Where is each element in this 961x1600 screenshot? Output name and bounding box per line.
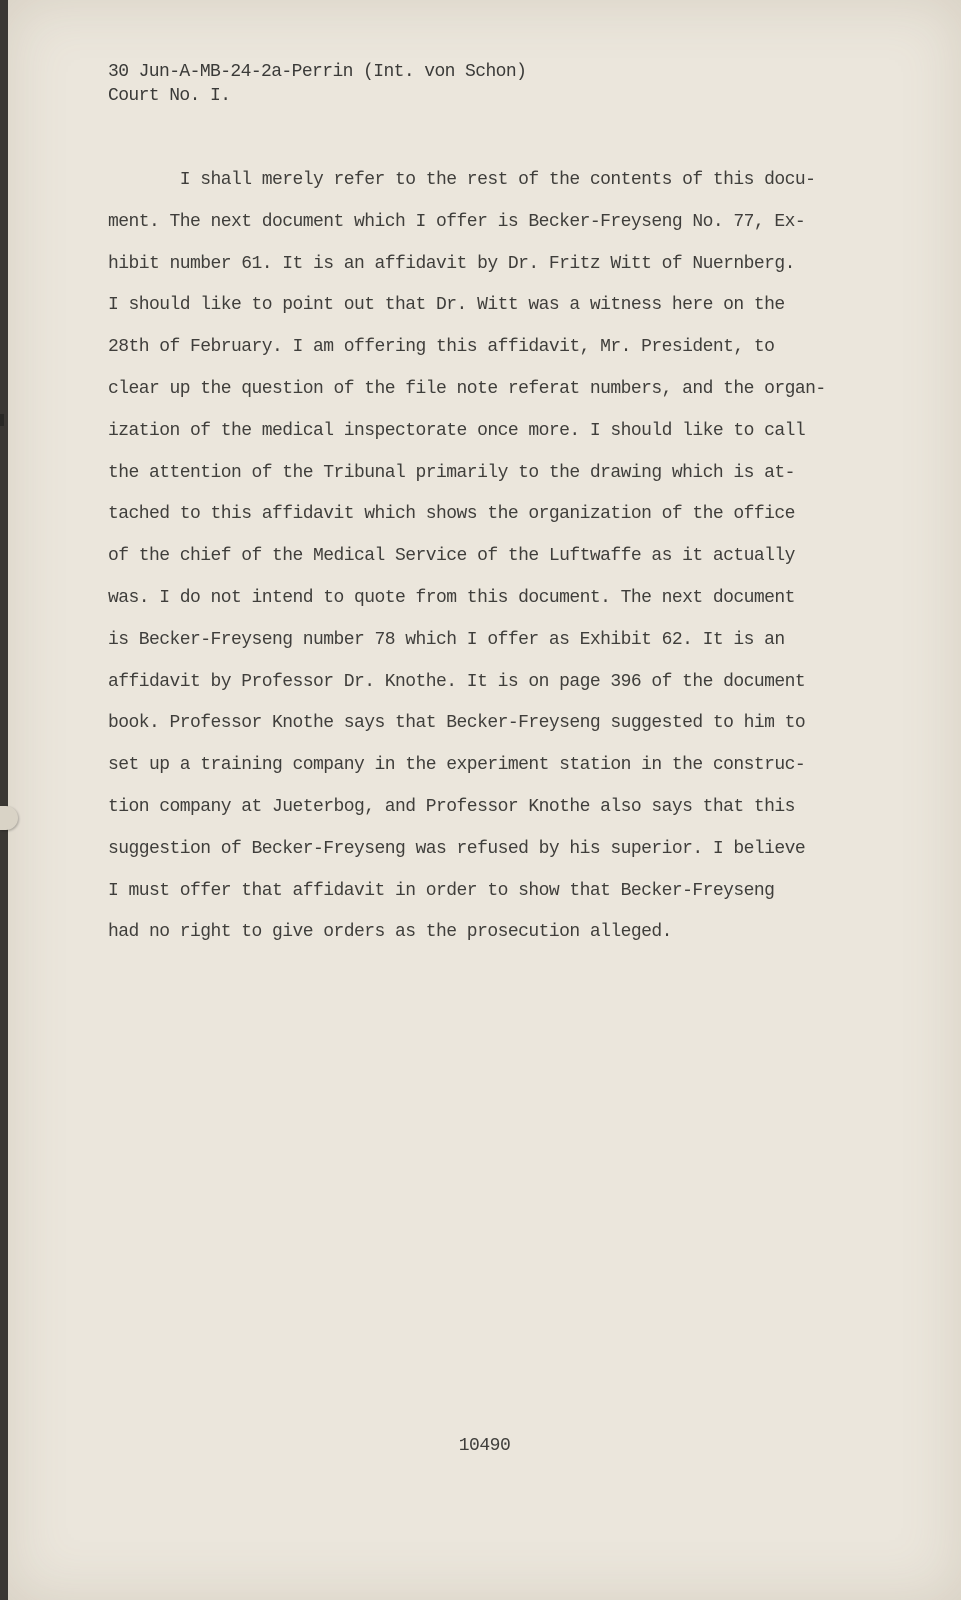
text-line: affidavit by Professor Dr. Knothe. It is on page 396 of the document [108, 671, 806, 692]
transcript-body [108, 160, 828, 954]
text-line: suggestion of Becker-Freyseng was refused by his superior. I believe [108, 838, 806, 859]
text-line: book. Professor Knothe says that Becker-Freyseng suggested to him to [108, 713, 806, 734]
text-line: the attention of the Tribunal primarily to the drawing which is at- [108, 462, 795, 483]
text-line: had no right to give orders as the prosecution alleged. [108, 922, 672, 943]
text-line: clear up the question of the file note referat numbers, and the organ- [108, 378, 826, 399]
page-number: 10490 [458, 1436, 511, 1456]
document-page [8, 0, 961, 1600]
header-court: Court No. I. [108, 86, 231, 106]
text-line: ment. The next document which I offer is Becker-Freyseng No. 77, Ex- [108, 211, 806, 232]
document-header [108, 60, 526, 108]
edge-mark [0, 414, 4, 426]
text-line: tached to this affidavit which shows the organization of the office [108, 504, 795, 525]
text-line: I shall merely refer to the rest of the contents of this docu- [108, 170, 816, 190]
text-line: is Becker-Freyseng number 78 which I offer as Exhibit 62. It is an [108, 629, 785, 650]
text-line: tion company at Jueterbog, and Professor Knothe also says that this [108, 796, 795, 817]
header-reference: 30 Jun-A-MB-24-2a-Perrin (Int. von Schon) [108, 62, 527, 82]
text-line: 28th of February. I am offering this affidavit, Mr. President, to [108, 337, 775, 358]
text-line: hibit number 61. It is an affidavit by Dr. Fritz Witt of Nuernberg. [108, 253, 795, 274]
text-line: of the chief of the Medical Service of the Luftwaffe as it actually [108, 546, 795, 567]
text-line: ization of the medical inspectorate once more. I should like to call [108, 420, 806, 441]
text-line: I should like to point out that Dr. Witt was a witness here on the [108, 295, 785, 316]
text-line: set up a training company in the experiment station in the construc- [108, 755, 806, 776]
text-line: was. I do not intend to quote from this document. The next document [108, 587, 795, 608]
text-line: I must offer that affidavit in order to show that Becker-Freyseng [108, 880, 775, 901]
